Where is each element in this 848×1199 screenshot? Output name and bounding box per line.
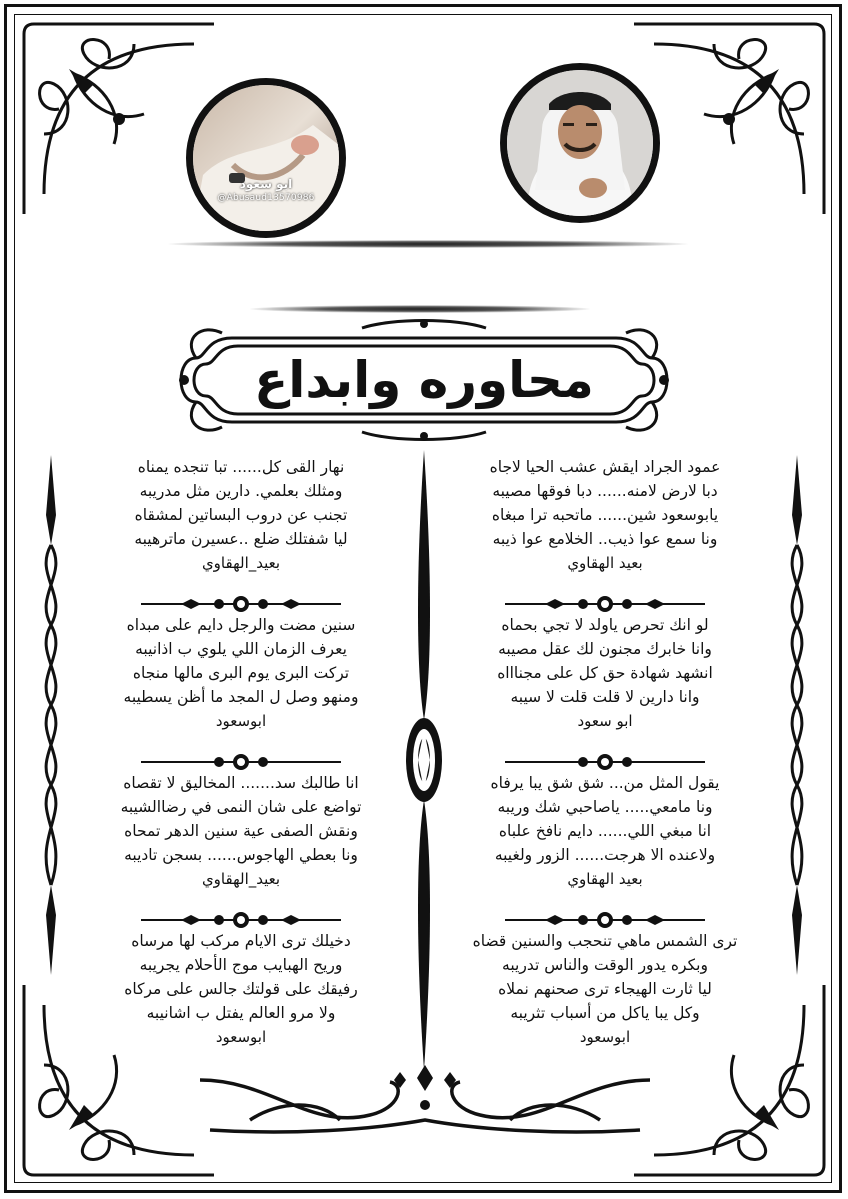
- stanza: [440, 455, 770, 613]
- verse-line: تجنب عن دروب البساتين لمشقاه: [134, 506, 348, 524]
- stanza-divider-ornament: [505, 911, 705, 929]
- stanza-divider-ornament: [141, 911, 341, 929]
- stanza: [440, 613, 770, 771]
- stanza-signature: بعيد الهقاوي: [567, 870, 643, 888]
- stanza-divider-ornament: [505, 753, 705, 771]
- profile-photo-right: [500, 63, 660, 223]
- profile-photo-left-image: [193, 85, 339, 231]
- stanza-signature: بعيد_الهقاوي: [201, 870, 281, 888]
- verse-line: دخيلك ترى الايام مركب لها مرساه: [131, 932, 351, 950]
- profile-handle-label: @Abusaud13570986: [217, 193, 315, 203]
- side-ornament-left: [34, 455, 68, 975]
- stanza-divider-ornament: [141, 753, 341, 771]
- verse-line: انا مبغي اللي...... دايم نافخ علباه: [498, 822, 712, 840]
- verse-line: عمود الجراد ايقش عشب الحيا لاجاه: [489, 458, 721, 476]
- profile-photo-left: [186, 78, 346, 238]
- poem-column-left: [76, 455, 406, 1087]
- stanza: [440, 771, 770, 929]
- verse-line: نهار القى كل...... تبا تنجده يمناه: [137, 458, 345, 476]
- shadow-divider-top: [168, 240, 688, 248]
- stanza-signature: بعيد الهقاوي: [567, 554, 643, 572]
- verse-line: يعرف الزمان اللي يلوي ب اذانيبه: [135, 640, 347, 658]
- verse-line: سنين مضت والرجل دايم على مبداه: [126, 616, 356, 634]
- verse-line: وانا خابرك مجنون لك عقل مصيبه: [498, 640, 712, 658]
- verse-line: ومثلك بعلمي. دارين مثل مدريبه: [139, 482, 343, 500]
- verse-line: يقول المثل من... شق شق يبا يرفاه: [490, 774, 720, 792]
- side-ornament-right: [780, 455, 814, 975]
- stanza-signature: ابوسعود: [215, 1028, 267, 1046]
- stanza-signature: بعيد_الهقاوي: [201, 554, 281, 572]
- stanza-signature: ابوسعود: [579, 1028, 631, 1046]
- verse-line: ليا ثارت الهيجاء ترى صحنهم نملاه: [498, 980, 712, 998]
- profile-photo-right-image: [507, 70, 653, 216]
- verse-line: انشهد شهادة حق كل على مجناااه: [497, 664, 713, 682]
- verse-line: لو انك تحرص ياولد لا تجي بحماه: [501, 616, 709, 634]
- verse-line: يابوسعود شين...... ماتحبه ترا مبغاه: [491, 506, 719, 524]
- bottom-flourish-ornament: [190, 1060, 660, 1140]
- stanza: [76, 455, 406, 613]
- stanza-divider-ornament: [505, 595, 705, 613]
- verse-line: رفيقك على قولتك جالس على مركاه: [124, 980, 358, 998]
- page-title: محاوره وابداع: [254, 351, 594, 409]
- verse-line: ونا مامعي..... ياصاحبي شك وريبه: [497, 798, 713, 816]
- verse-line: تركت البرى يوم البرى مالها منجاه: [132, 664, 350, 682]
- verse-line: وكل يبا ياكل من أسباب تثريبه: [510, 1004, 700, 1022]
- stanza: [76, 771, 406, 929]
- verse-line: ونا بعطي الهاجوس...... بسجن تاديبه: [124, 846, 358, 864]
- verse-line: وريح الهبايب موج الأحلام يجريبه: [139, 956, 343, 974]
- verse-line: ليا شفتلك ضلع ..عسيرن ماترهيبه: [134, 530, 348, 548]
- stanza-signature: ابو سعود: [577, 712, 633, 730]
- stanza-divider-ornament: [141, 595, 341, 613]
- verse-line: وبكره يدور الوقت والناس تدريبه: [502, 956, 708, 974]
- stanza: [76, 613, 406, 771]
- verse-line: ونقش الصفى عية سنين الدهر تمحاه: [124, 822, 358, 840]
- verse-line: ترى الشمس ماهي تنحجب والسنين قضاه: [472, 932, 738, 950]
- verse-line: ونا سمع عوا ذيب.. الخلامع عوا ذيبه: [492, 530, 718, 548]
- verse-line: ولاعنده الا هرجت...... الزور ولغيبه: [494, 846, 716, 864]
- shadow-divider-middle: [250, 305, 590, 313]
- verse-line: ومنهو وصل ل المجد ما أظن يسطيبه: [123, 688, 359, 706]
- verse-line: ولا مرو العالم يفتل ب اشانيبه: [146, 1004, 336, 1022]
- profile-name-label: ابو سعود: [239, 177, 293, 191]
- verse-line: وانا دارين لا قلت قلت لا سيبه: [510, 688, 700, 706]
- verse-line: انا طالبك سد....... المخاليق لا تقصاه: [123, 774, 359, 792]
- stanza-signature: ابوسعود: [215, 712, 267, 730]
- verse-line: تواضع على شان النمى في رضاالشيبه: [120, 798, 362, 816]
- verse-line: دبا لارض لامنه...... دبا فوقها مصيبه: [492, 482, 718, 500]
- poem-column-right: [440, 455, 770, 1087]
